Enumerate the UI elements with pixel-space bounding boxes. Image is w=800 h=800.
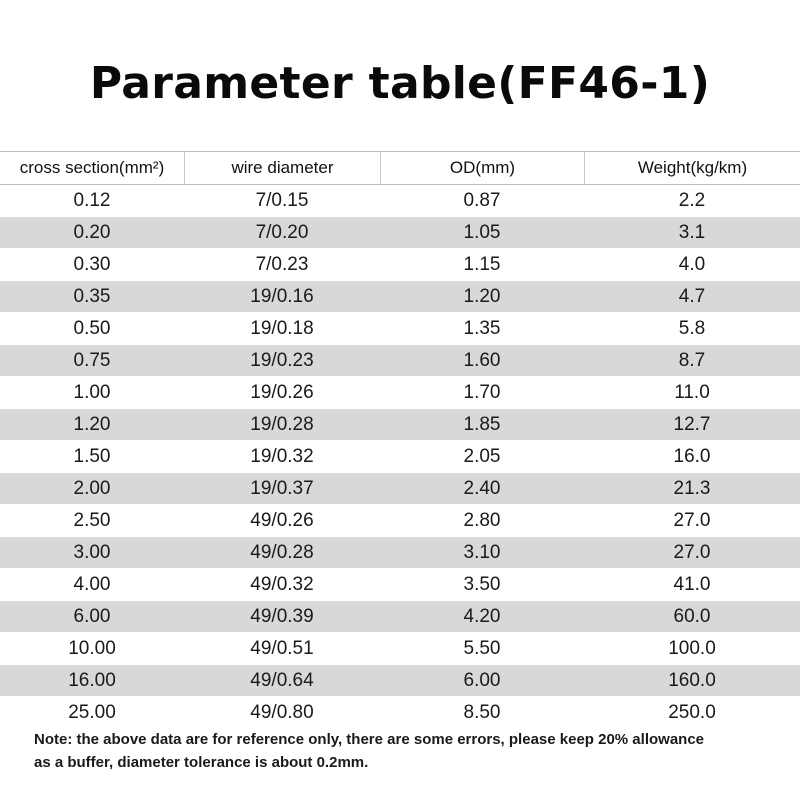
table-row xyxy=(0,217,800,249)
table-row xyxy=(0,409,800,441)
cell-cross-section: 2.00 xyxy=(73,477,111,499)
cell-od: 2.05 xyxy=(463,445,501,467)
cell-weight: 16.0 xyxy=(673,445,711,467)
cell-od: 4.20 xyxy=(463,605,501,627)
cell-od: 2.40 xyxy=(463,477,501,499)
header-weight: Weight(kg/km) xyxy=(584,152,800,184)
cell-od: 3.10 xyxy=(463,541,501,563)
cell-cross-section: 0.30 xyxy=(73,253,111,275)
table-row xyxy=(0,473,800,505)
table-row xyxy=(0,185,800,217)
table-row xyxy=(0,665,800,697)
cell-weight: 4.7 xyxy=(678,285,706,307)
cell-weight: 60.0 xyxy=(673,605,711,627)
cell-wire-diameter: 49/0.51 xyxy=(250,637,314,659)
cell-wire-diameter: 7/0.23 xyxy=(255,253,309,275)
cell-wire-diameter: 49/0.26 xyxy=(250,509,314,531)
cell-wire-diameter: 49/0.32 xyxy=(250,573,314,595)
cell-cross-section: 16.00 xyxy=(68,669,116,691)
cell-od: 8.50 xyxy=(463,701,501,723)
cell-cross-section: 6.00 xyxy=(73,605,111,627)
table-row xyxy=(0,313,800,345)
cell-weight: 12.7 xyxy=(673,413,711,435)
cell-weight: 41.0 xyxy=(673,573,711,595)
table-row xyxy=(0,537,800,569)
cell-wire-diameter: 19/0.28 xyxy=(250,413,314,435)
table-body xyxy=(0,185,800,729)
table-row xyxy=(0,281,800,313)
cell-od: 1.60 xyxy=(463,349,501,371)
cell-od: 2.80 xyxy=(463,509,501,531)
table-row xyxy=(0,441,800,473)
cell-od: 0.87 xyxy=(463,189,501,211)
cell-weight: 2.2 xyxy=(678,189,706,211)
cell-wire-diameter: 19/0.37 xyxy=(250,477,314,499)
cell-cross-section: 25.00 xyxy=(68,701,116,723)
cell-weight: 3.1 xyxy=(678,221,706,243)
cell-cross-section: 0.75 xyxy=(73,349,111,371)
cell-weight: 27.0 xyxy=(673,541,711,563)
cell-cross-section: 0.50 xyxy=(73,317,111,339)
cell-wire-diameter: 7/0.20 xyxy=(255,221,309,243)
footnote-line-2: as a buffer, diameter tolerance is about 0.2mm. xyxy=(34,754,369,771)
cell-wire-diameter: 49/0.39 xyxy=(250,605,314,627)
cell-od: 6.00 xyxy=(463,669,501,691)
cell-od: 3.50 xyxy=(463,573,501,595)
header-wire-diameter: wire diameter xyxy=(184,152,380,184)
cell-wire-diameter: 19/0.32 xyxy=(250,445,314,467)
cell-od: 5.50 xyxy=(463,637,501,659)
cell-weight: 160.0 xyxy=(668,669,716,691)
table-row xyxy=(0,601,800,633)
header-cross-section: cross section(mm²) xyxy=(19,158,165,177)
cell-cross-section: 1.50 xyxy=(73,445,111,467)
cell-wire-diameter: 19/0.26 xyxy=(250,381,314,403)
cell-cross-section: 1.20 xyxy=(73,413,111,435)
cell-cross-section: 0.20 xyxy=(73,221,111,243)
cell-wire-diameter: 7/0.15 xyxy=(255,189,309,211)
cell-cross-section: 2.50 xyxy=(73,509,111,531)
cell-wire-diameter: 19/0.16 xyxy=(250,285,314,307)
cell-cross-section: 4.00 xyxy=(73,573,111,595)
cell-wire-diameter: 49/0.64 xyxy=(250,669,314,691)
header-od: OD(mm) xyxy=(380,152,584,184)
footnote-line-1: Note: the above data are for reference only, there are some errors, please keep 20% allowance xyxy=(34,731,705,748)
table-row xyxy=(0,377,800,409)
cell-weight: 11.0 xyxy=(674,381,710,403)
footnote xyxy=(34,728,784,774)
table-row xyxy=(0,505,800,537)
cell-wire-diameter: 19/0.18 xyxy=(250,317,314,339)
cell-wire-diameter: 49/0.80 xyxy=(250,701,314,723)
cell-cross-section: 1.00 xyxy=(73,381,111,403)
table-row xyxy=(0,697,800,729)
cell-od: 1.35 xyxy=(463,317,501,339)
cell-od: 1.85 xyxy=(463,413,501,435)
table-row xyxy=(0,345,800,377)
cell-wire-diameter: 49/0.28 xyxy=(250,541,314,563)
cell-weight: 250.0 xyxy=(668,701,716,723)
table-row xyxy=(0,569,800,601)
cell-cross-section: 3.00 xyxy=(73,541,111,563)
cell-weight: 27.0 xyxy=(673,509,711,531)
page-title: Parameter table(FF46-1) xyxy=(89,58,711,109)
cell-od: 1.20 xyxy=(463,285,501,307)
table-header-row xyxy=(0,151,800,185)
cell-cross-section: 0.12 xyxy=(73,189,111,211)
cell-cross-section: 10.00 xyxy=(68,637,116,659)
cell-weight: 100.0 xyxy=(668,637,716,659)
cell-weight: 21.3 xyxy=(673,477,711,499)
cell-wire-diameter: 19/0.23 xyxy=(250,349,314,371)
cell-weight: 5.8 xyxy=(678,317,706,339)
table-row xyxy=(0,633,800,665)
table-row xyxy=(0,249,800,281)
cell-od: 1.15 xyxy=(463,253,501,275)
cell-weight: 4.0 xyxy=(678,253,706,275)
cell-cross-section: 0.35 xyxy=(73,285,111,307)
cell-od: 1.70 xyxy=(463,381,501,403)
parameter-table xyxy=(0,151,800,729)
cell-od: 1.05 xyxy=(463,221,501,243)
cell-weight: 8.7 xyxy=(678,349,706,371)
